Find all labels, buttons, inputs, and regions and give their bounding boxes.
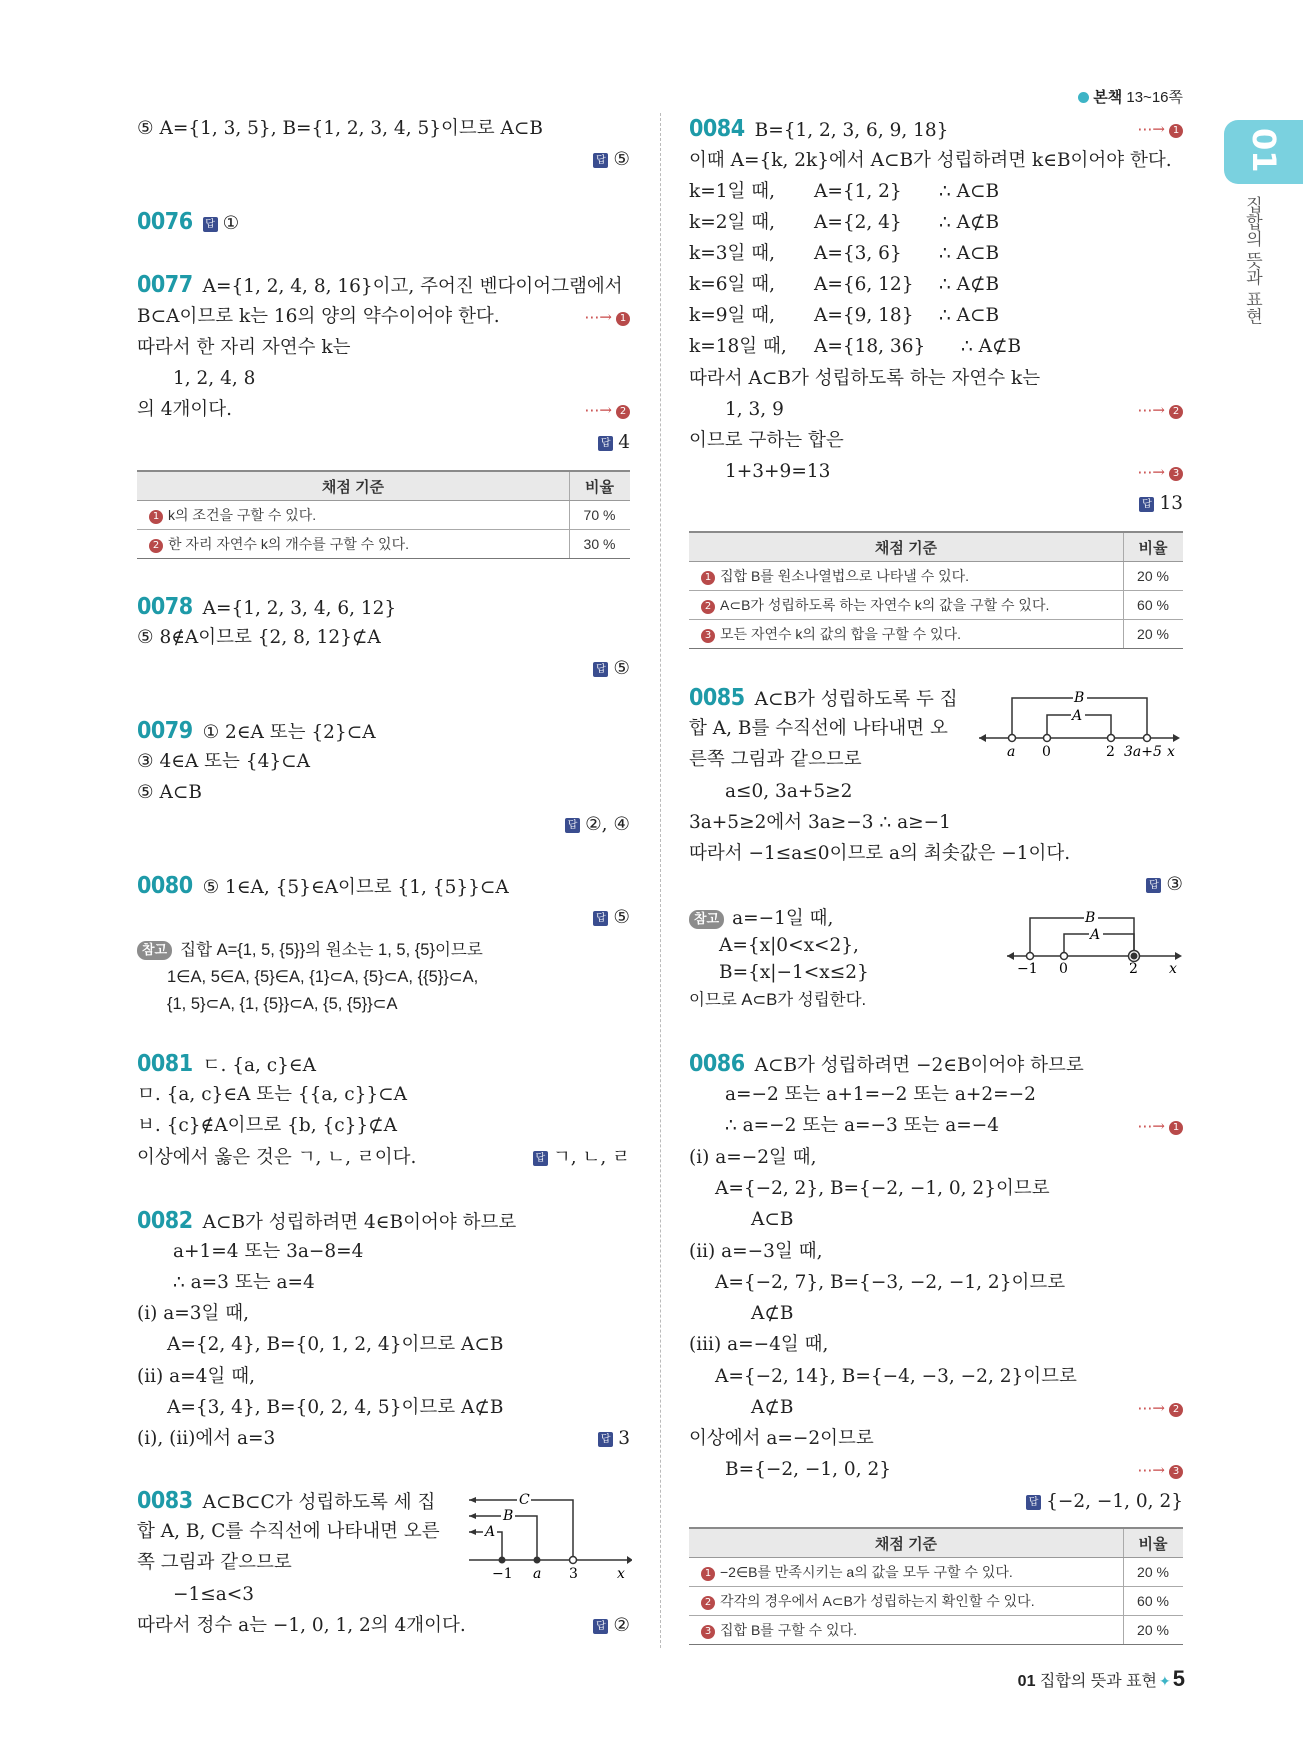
problem-0081-line-2: ㅁ. {a, c}∈A 또는 {{a, c}}⊂A: [137, 1084, 407, 1105]
tick-label: x: [1169, 961, 1177, 976]
problem-number: 0081: [137, 1051, 193, 1077]
table-row: 3 집합 B를 구할 수 있다. 20 %: [689, 1616, 1183, 1645]
case-k: k=1일 때,: [689, 181, 775, 202]
case-res: ∴ A⊂B: [939, 181, 1000, 202]
problem-0082-line-3: ∴ a=3 또는 a=4: [173, 1272, 315, 1293]
answer-icon: 답: [593, 153, 608, 168]
step-marker-1: ⋯→ 1: [584, 305, 630, 329]
step-marker-2: ⋯→ 2: [1137, 398, 1183, 422]
note-badge: 참고: [689, 910, 724, 929]
problem-0083-line-5: 따라서 정수 a는 −1, 0, 1, 2의 4개이다.: [137, 1615, 466, 1636]
answer-0083: 답 ②: [593, 1614, 630, 1638]
grading-table-0086: 채점 기준 비율 1 −2∈B를 만족시키는 a의 값을 모두 구할 수 있다. 20 % 2 각각의 경우에서 A⊂B가 성립하는지 확인할 수 있다. 60 % 3 집합 B를 구할 수 있다. 20 %: [689, 1527, 1183, 1645]
note-0085-line-3: B={x|−1<x≤2}: [719, 962, 869, 983]
problem-0086-line-5: A={−2, 2}, B={−2, −1, 0, 2}이므로: [715, 1178, 1050, 1199]
case-res: ∴ A⊂B: [939, 305, 1000, 326]
tick-label: a: [1007, 744, 1016, 760]
answer-0080: 답 ⑤: [593, 906, 630, 930]
case-set: A={3, 6}: [814, 243, 902, 264]
tick-label: 3a+5: [1124, 744, 1162, 760]
number-line-figure-note: [1005, 906, 1183, 976]
answer-0085: 답 ③: [1146, 873, 1183, 897]
note-0085-line-1: 참고 a=−1일 때,: [689, 907, 833, 931]
label-b: B: [503, 1508, 514, 1524]
step-marker-3: ⋯→ 3: [1137, 460, 1183, 484]
step-marker-1: ⋯→ 1: [1137, 117, 1183, 141]
answer-icon: 답: [593, 662, 608, 677]
problem-0082-line-1: 0082 A⊂B가 성립하려면 4∈B이어야 하므로: [137, 1208, 517, 1234]
problem-0078-line-1: 0078 A={1, 2, 3, 4, 6, 12}: [137, 594, 397, 620]
chapter-tab-number: 01: [1245, 128, 1283, 173]
note-0080-line-3: {1, 5}⊂A, {1, {5}}⊂A, {5, {5}}⊂A: [167, 995, 398, 1013]
answer-0084: 답 13: [1139, 492, 1183, 516]
problem-0083-line-2: 합 A, B, C를 수직선에 나타내면 오른: [137, 1521, 440, 1542]
problem-0077-line-1: 0077 A={1, 2, 4, 8, 16}이고, 주어진 벤다이어그램에서: [137, 272, 623, 298]
problem-0079-line-1: 0079 ① 2∈A 또는 {2}⊂A: [137, 718, 376, 744]
problem-0082-line-6: (ii) a=4일 때,: [137, 1366, 255, 1387]
step-marker-2: ⋯→ 2: [584, 398, 630, 422]
problem-0086-line-4: (i) a=−2일 때,: [689, 1147, 817, 1168]
answer-icon: 답: [533, 1151, 548, 1166]
problem-0081-line-3: ㅂ. {c}∉A이므로 {b, {c}}⊄A: [137, 1115, 397, 1136]
problem-0086-line-11: A={−2, 14}, B={−4, −3, −2, 2}이므로: [715, 1366, 1077, 1387]
tick-label: 2: [1106, 744, 1115, 760]
page-footer: [1018, 1666, 1185, 1692]
problem-0076: [137, 210, 239, 236]
point-3: [570, 1557, 577, 1564]
problem-0084-line-2: 따라서 A⊂B가 성립하도록 하는 자연수 k는: [689, 368, 1041, 389]
problem-0086-line-6: A⊂B: [751, 1209, 794, 1230]
answer-icon: 답: [598, 1432, 613, 1447]
answer-0082: 답 3: [598, 1427, 630, 1451]
table-row: 1 −2∈B를 만족시키는 a의 값을 모두 구할 수 있다. 20 %: [689, 1558, 1183, 1587]
case-k: k=18일 때,: [689, 336, 787, 357]
problem-number: 0084: [689, 116, 745, 142]
answer-icon: 답: [598, 436, 613, 451]
problem-number: 0083: [137, 1488, 193, 1514]
problem-number: 0082: [137, 1208, 193, 1234]
label-a: A: [485, 1524, 496, 1540]
case-k: k=6일 때,: [689, 274, 775, 295]
case-k: k=2일 때,: [689, 212, 775, 233]
problem-0084-line-5: 1+3+9=13: [725, 461, 831, 482]
answer-icon: 답: [565, 818, 580, 833]
table-row: 3 모든 자연수 k의 값의 합을 구할 수 있다. 20 %: [689, 620, 1183, 649]
tick-label: −1: [492, 1566, 513, 1580]
note-0080-line-2: 1∈A, 5∈A, {5}∈A, {1}⊂A, {5}⊂A, {{5}}⊂A,: [167, 968, 479, 986]
note-0080-line-1: 참고 집합 A={1, 5, {5}}의 원소는 1, 5, {5}이므로: [137, 938, 483, 962]
set-b-region: [1030, 918, 1134, 956]
tick-label: x: [1167, 744, 1175, 760]
problem-0077-line-2: B⊂A이므로 k는 16의 양의 약수이어야 한다.: [137, 306, 500, 327]
case-set: A={6, 12}: [814, 274, 914, 295]
table-row: 2 각각의 경우에서 A⊂B가 성립하는지 확인할 수 있다. 60 %: [689, 1587, 1183, 1616]
step-marker-3: ⋯→ 3: [1137, 1458, 1183, 1482]
grading-table-0077: 채점 기준 비율 1 k의 조건을 구할 수 있다. 70 % 2 한 자리 자연수 k의 개수를 구할 수 있다. 30 %: [137, 470, 630, 559]
problem-0077-line-4: 1, 2, 4, 8: [173, 368, 256, 389]
column-divider: [660, 113, 661, 1648]
answer-0076: ①: [222, 213, 240, 234]
label-b: B: [1074, 690, 1085, 706]
footer-chapter: 01: [1017, 1673, 1036, 1690]
number-line-figure-0085: [977, 684, 1183, 760]
problem-0086-line-12: A⊄B: [751, 1397, 794, 1418]
problem-number: 0079: [137, 718, 193, 744]
answer-0081: 답 ㄱ, ㄴ, ㄹ: [533, 1146, 630, 1170]
table-row: 2 A⊂B가 성립하도록 하는 자연수 k의 값을 구할 수 있다. 60 %: [689, 591, 1183, 620]
answer-0079: 답 ②, ④: [565, 813, 630, 837]
case-res: ∴ A⊄B: [939, 274, 1000, 295]
problem-0086-line-8: A={−2, 7}, B={−3, −2, −1, 2}이므로: [715, 1272, 1066, 1293]
problem-number: 0085: [689, 685, 745, 711]
problem-0086-line-14: B={−2, −1, 0, 2}: [725, 1459, 892, 1480]
problem-number: 0076: [137, 209, 193, 235]
problem-0086-line-3: ∴ a=−2 또는 a=−3 또는 a=−4: [725, 1115, 1000, 1136]
problem-0086-line-10: (iii) a=−4일 때,: [689, 1334, 829, 1355]
answer-icon: 답: [203, 217, 218, 232]
page-header: [1078, 86, 1183, 107]
note-badge: 참고: [137, 941, 172, 960]
star-icon: ✦: [1159, 1673, 1171, 1689]
tick-label: 3: [569, 1566, 578, 1580]
problem-0078-line-2: ⑤ 8∉A이므로 {2, 8, 12}⊄A: [137, 627, 381, 648]
tick-label: x: [617, 1566, 625, 1580]
problem-0079-line-2: ③ 4∈A 또는 {4}⊂A: [137, 751, 310, 772]
answer-icon: 답: [1146, 878, 1161, 893]
tick-label: 2: [1129, 961, 1138, 976]
tick-label: a: [533, 1566, 542, 1580]
point-a: [534, 1557, 541, 1564]
chapter-tab-label: 집합의 뜻과 표현: [1243, 196, 1262, 325]
problem-0086-line-13: 이상에서 a=−2이므로: [689, 1428, 874, 1449]
table-row: 1 집합 B를 원소나열법으로 나타낼 수 있다. 20 %: [689, 562, 1183, 591]
problem-0080-line-1: 0080 ⑤ 1∈A, {5}∈A이므로 {1, {5}}⊂A: [137, 873, 509, 899]
problem-0085-line-3: 른쪽 그림과 같으므로: [689, 749, 862, 770]
case-set: A={9, 18}: [814, 305, 914, 326]
problem-0077-line-3: 따라서 한 자리 자연수 k는: [137, 337, 351, 358]
step-marker-2: ⋯→ 2: [1137, 1396, 1183, 1420]
case-k: k=9일 때,: [689, 305, 775, 326]
label-b: B: [1085, 910, 1096, 926]
header-range: 13~16쪽: [1126, 89, 1183, 106]
tick-label: 0: [1059, 961, 1068, 976]
answer-0086: 답 {−2, −1, 0, 2}: [1026, 1490, 1183, 1514]
problem-number: 0080: [137, 873, 193, 899]
point-minus1: [499, 1557, 506, 1564]
table-row: 1 k의 조건을 구할 수 있다. 70 %: [137, 501, 630, 530]
answer-icon: 답: [1139, 497, 1154, 512]
axis-arrow: [627, 1556, 632, 1564]
case-set: A={2, 4}: [814, 212, 902, 233]
problem-0082-line-2: a+1=4 또는 3a−8=4: [173, 1241, 364, 1262]
problem-0086-line-1: 0086 A⊂B가 성립하려면 −2∈B이어야 하므로: [689, 1051, 1084, 1077]
header-dot-icon: [1078, 92, 1089, 103]
answer-0075: 답 ⑤: [593, 148, 630, 172]
header-label: 본책: [1093, 89, 1123, 106]
problem-0082-line-8: (i), (ii)에서 a=3: [137, 1428, 276, 1449]
problem-number: 0077: [137, 272, 193, 298]
problem-0085-line-4: a≤0, 3a+5≥2: [725, 781, 853, 802]
line-0075-5: ⑤ A={1, 3, 5}, B={1, 2, 3, 4, 5}이므로 A⊂B: [137, 118, 543, 139]
answer-0077: 답 4: [598, 431, 630, 455]
problem-0077-line-5: 의 4개이다.: [137, 399, 233, 420]
note-0085-line-4: 이므로 A⊂B가 성립한다.: [689, 991, 867, 1009]
step-marker-1: ⋯→ 1: [1137, 1114, 1183, 1138]
problem-0085-line-6: 따라서 −1≤a≤0이므로 a의 최솟값은 −1이다.: [689, 843, 1071, 864]
answer-icon: 답: [1026, 1495, 1041, 1510]
table-row: 2 한 자리 자연수 k의 개수를 구할 수 있다. 30 %: [137, 530, 630, 559]
problem-0086-line-2: a=−2 또는 a+1=−2 또는 a+2=−2: [725, 1084, 1036, 1105]
answer-icon: 답: [593, 911, 608, 926]
problem-0084-line-0: 0084 B={1, 2, 3, 6, 9, 18}: [689, 116, 949, 142]
problem-0084-line-3: 1, 3, 9: [725, 399, 784, 420]
problem-0086-line-7: (ii) a=−3일 때,: [689, 1241, 823, 1262]
note-0085-line-2: A={x|0<x<2},: [719, 935, 859, 956]
problem-0082-line-5: A={2, 4}, B={0, 1, 2, 4}이므로 A⊂B: [167, 1334, 504, 1355]
problem-0079-line-3: ⑤ A⊂B: [137, 782, 202, 803]
problem-0086-line-9: A⊄B: [751, 1303, 794, 1324]
tick-label: −1: [1017, 961, 1038, 976]
problem-0085-line-5: 3a+5≥2에서 3a≥−3 ∴ a≥−1: [689, 812, 951, 833]
problem-0081-line-4: 이상에서 옳은 것은 ㄱ, ㄴ, ㄹ이다.: [137, 1147, 417, 1168]
case-set: A={1, 2}: [814, 181, 902, 202]
problem-0083-line-3: 쪽 그림과 같으므로: [137, 1552, 292, 1573]
problem-0084-line-4: 이므로 구하는 합은: [689, 430, 844, 451]
problem-0083-line-1: 0083 A⊂B⊂C가 성립하도록 세 집: [137, 1488, 436, 1514]
tick-label: 0: [1042, 744, 1051, 760]
case-res: ∴ A⊄B: [939, 212, 1000, 233]
label-a: A: [1090, 927, 1101, 943]
problem-0082-line-4: (i) a=3일 때,: [137, 1303, 250, 1324]
problem-0081-line-1: 0081 ㄷ. {a, c}∈A: [137, 1051, 316, 1077]
problem-number: 0078: [137, 594, 193, 620]
case-res: ∴ A⊄B: [961, 336, 1022, 357]
label-a: A: [1072, 708, 1083, 724]
grading-table-0084: 채점 기준 비율 1 집합 B를 원소나열법으로 나타낼 수 있다. 20 % 2 A⊂B가 성립하도록 하는 자연수 k의 값을 구할 수 있다. 60 % 3 모든 자연수 k의 값의 합을 구할 수 있다. 20 %: [689, 531, 1183, 649]
label-c: C: [519, 1492, 530, 1508]
answer-icon: 답: [593, 1619, 608, 1634]
footer-title: 집합의 뜻과 표현: [1039, 1673, 1158, 1690]
case-k: k=3일 때,: [689, 243, 775, 264]
case-set: A={18, 36}: [814, 336, 926, 357]
problem-0085-line-2: 합 A, B를 수직선에 나타내면 오: [689, 718, 948, 739]
number-line-figure-0083: [467, 1490, 632, 1580]
problem-0082-line-7: A={3, 4}, B={0, 2, 4, 5}이므로 A⊄B: [167, 1397, 504, 1418]
problem-0085-line-1: 0085 A⊂B가 성립하도록 두 집: [689, 685, 958, 711]
case-res: ∴ A⊂B: [939, 243, 1000, 264]
problem-0084-line-1: 이때 A={k, 2k}에서 A⊂B가 성립하려면 k∈B이어야 한다.: [689, 150, 1172, 171]
answer-0078: 답 ⑤: [593, 657, 630, 681]
page-number: 5: [1172, 1666, 1185, 1691]
problem-number: 0086: [689, 1051, 745, 1077]
problem-0083-line-4: −1≤a<3: [173, 1584, 255, 1605]
